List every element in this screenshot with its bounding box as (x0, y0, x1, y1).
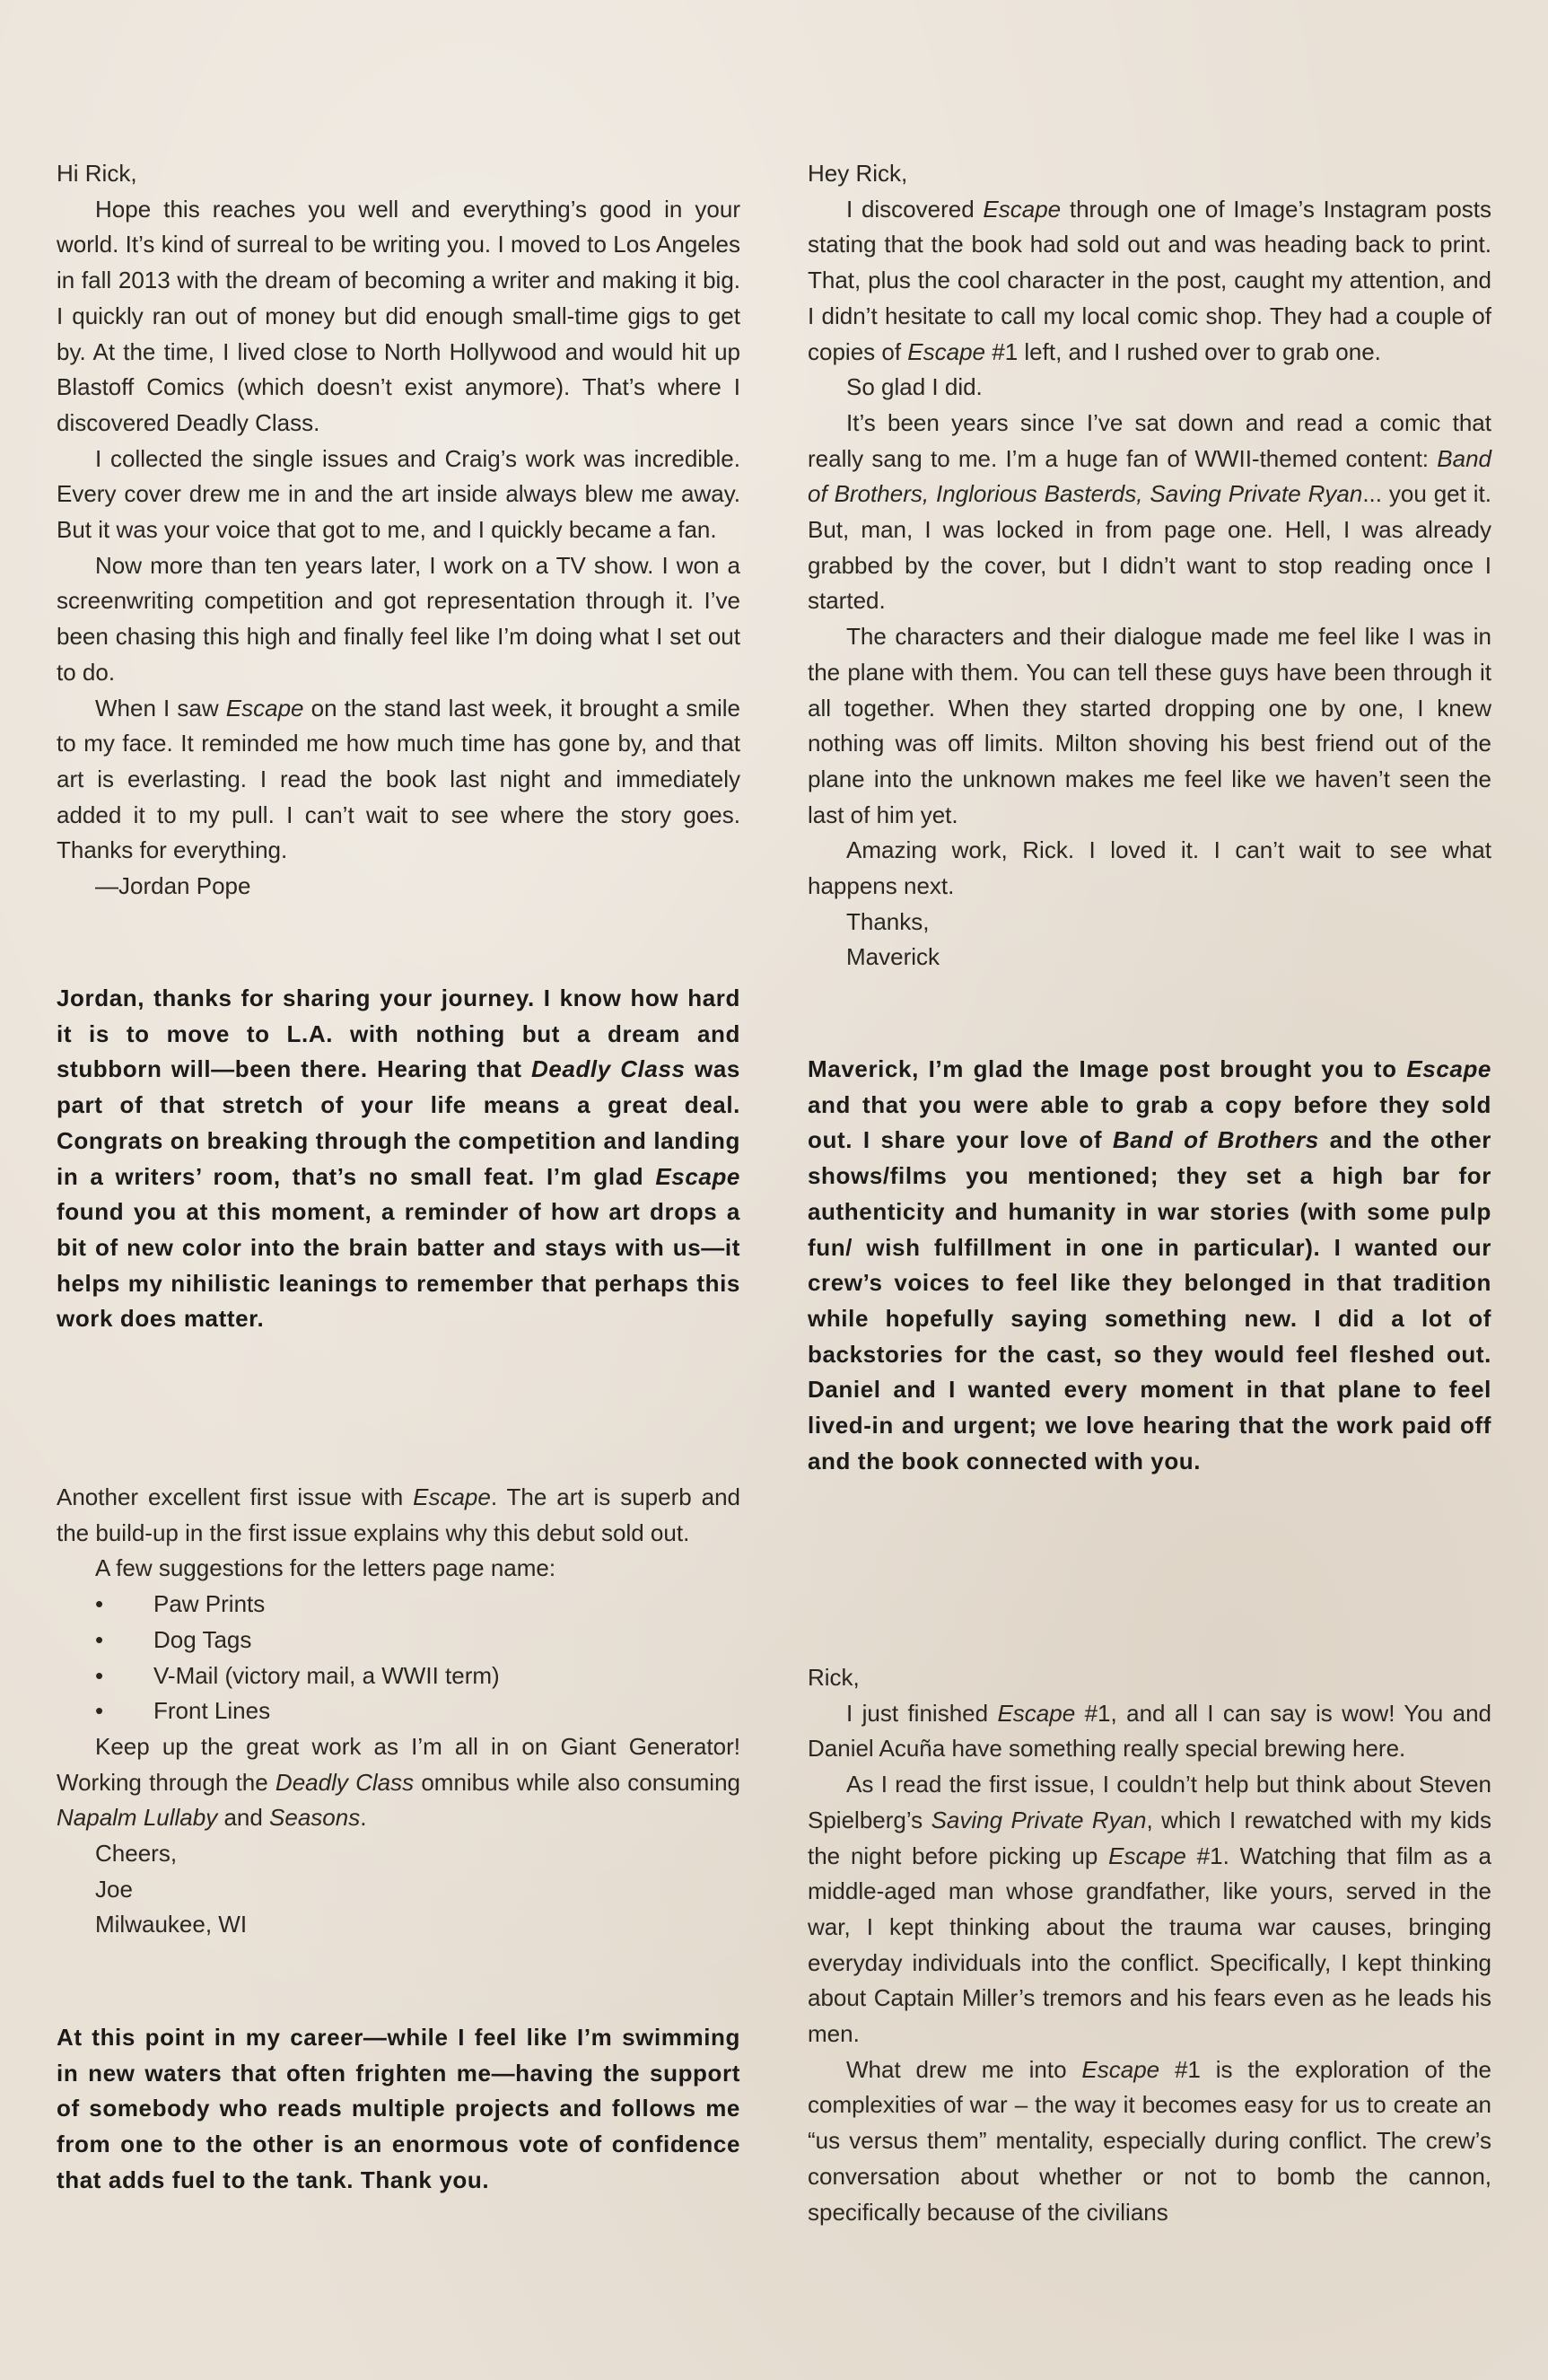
italic-title-text: Escape (907, 337, 986, 365)
text-segment: As I read the first issue, I couldn’t help but think about Steven Spielberg’s (808, 1771, 1491, 1833)
letter-jordan-pope (57, 156, 740, 905)
italic-title-text: Escape (1406, 1055, 1491, 1082)
text-segment: —Jordan Pope (95, 872, 251, 900)
text-segment: . (360, 1804, 367, 1832)
text-segment: and (217, 1804, 270, 1832)
text-segment: #1. Watching that film as a middle-aged man whose grandfather, like yours, served in the war, I kept thinking about the trauma war causes, bringing everyday individuals into the conflict. Specifically, I kept thinking about Captain Miller’s tremors and his fears even as he leads his men. (808, 1842, 1491, 2048)
reply-jordan (57, 981, 740, 1337)
letter-paragraph (57, 192, 740, 442)
italic-title-text: Band of Brothers, Inglorious Basterds, Saving Private Ryan (808, 444, 1491, 508)
letter-location: Milwaukee, WI (95, 1911, 248, 1938)
letter-paragraph (808, 370, 1491, 406)
italic-title-text: Napalm Lullaby (57, 1804, 218, 1832)
list-item: • V-Mail (victory mail, a WWII term) (57, 1658, 740, 1694)
text-segment: and the other shows/films you mentioned; they set a high bar for authenticity and humanity in war stories (with some pulp fun/ wish fulfillment in one in particular). I wanted our crew’s voices to feel like they belonged in that tradition while hopefully saying something new. I did a lot of backstories for the cast, so they would feel fleshed out. Daniel and I wanted every moment in that plane to feel lived-in and urgent; we love hearing that the work paid off and the book connected with you. (808, 1126, 1491, 1474)
suggestion-list (57, 1587, 740, 1729)
list-item: • Front Lines (57, 1693, 740, 1729)
text-segment: Hey Rick, (808, 160, 908, 187)
text-segment: Hi Rick, (57, 160, 137, 187)
reply-paragraph (57, 981, 740, 1337)
letter-signoff: Thanks, (846, 907, 930, 935)
italic-title-text: Escape (225, 694, 304, 722)
text-segment: . The art is superb and the build-up in the first issue explains why this debut sold out. (57, 1483, 740, 1546)
letter-saving-private-ryan (808, 1660, 1491, 2230)
letter-paragraph (808, 406, 1491, 619)
text-segment: It’s been years since I’ve sat down and read a comic that really sang to me. I’m a huge fan of WWII-themed content: (808, 408, 1491, 472)
letter-signature: Maverick (846, 943, 940, 971)
text-segment: Now more than ten years later, I work on a TV show. I won a screenwriting competition and got representation through it. I’ve been chasing this high and finally feel like I’m doing what I set out to do. (57, 551, 740, 686)
text-segment: through one of Image’s Instagram posts stating that the book had sold out and was heading back to print. That, plus the cool character in the post, caught my attention, and I didn’t hesitate to call my local comic shop. They had a couple of copies of (808, 195, 1492, 365)
letter-paragraph (57, 1551, 740, 1587)
text-segment: I collected the single issues and Craig’s work was incredible. Every cover drew me in and the art inside always blew me away. But it was your voice that got to me, and I quickly became a fan. (57, 444, 740, 544)
list-item: • Paw Prints (57, 1587, 740, 1623)
italic-title-text: Band of Brothers (1112, 1126, 1319, 1154)
italic-title-text: Seasons (269, 1804, 361, 1832)
text-segment: I discovered (846, 195, 984, 223)
letter-paragraph (57, 1729, 740, 1836)
italic-title-text: Escape (655, 1162, 740, 1190)
letter-paragraph (57, 548, 740, 691)
letter-paragraph (57, 1480, 740, 1551)
italic-title-text: Deadly Class (530, 1055, 686, 1083)
italic-title-text: Escape (1081, 2055, 1160, 2083)
list-item: • Dog Tags (57, 1623, 740, 1658)
reply-joe (57, 2020, 740, 2199)
text-segment: ... you get it. But, man, I was locked in from page one. Hell, I was already grabbed by the cover, but I didn’t want to stop reading once I started. (808, 480, 1491, 615)
letter-joe (57, 1480, 740, 1943)
reply-paragraph (57, 2020, 740, 2199)
text-segment: Keep up the great work as I’m all in on Giant Generator! Working through the (57, 1732, 740, 1796)
text-segment: A few suggestions for the letters page name: (95, 1554, 556, 1582)
text-segment: #1 left, and I rushed over to grab one. (985, 337, 1381, 365)
text-segment: When I saw (95, 694, 226, 722)
text-segment: Rick, (808, 1664, 860, 1691)
letter-paragraph (57, 691, 740, 870)
text-segment: Hope this reaches you well and everything’s good in your world. It’s kind of surreal to be writing you. I moved to Los Angeles in fall 2013 with the dream of becoming a writer and making it big. I quickly ran out of money but did enough small-time gigs to get by. At the time, I lived close to North Hollywood and would hit up Blastoff Comics (which doesn’t exist anymore). That’s where I discovered Deadly Class. (57, 195, 740, 436)
text-segment: #1 is the exploration of the complexities of war – the way it becomes easy for us to create an “us versus them” mentality, especially during conflict. The crew’s conversation about whether or not to bomb the cannon, specifically because of the civilians (808, 2055, 1491, 2226)
reply-maverick (808, 1052, 1491, 1479)
italic-title-text: Escape (1108, 1842, 1186, 1869)
text-segment: So glad I did. (846, 373, 983, 401)
salutation (57, 156, 740, 192)
letter-paragraph (808, 619, 1491, 833)
text-segment: on the stand last week, it brought a smile to my face. It reminded me how much time has gone by, and that art is everlasting. I read the book last night and immediately added it to my pull. I can’t wait to see where the story goes. Thanks for everything. (57, 694, 740, 864)
italic-title-text: Deadly Class (275, 1768, 415, 1796)
text-segment: , which I rewatched with my kids the night before picking up (808, 1806, 1491, 1869)
salutation (808, 1660, 1491, 1696)
letter-signature: Joe (95, 1875, 133, 1903)
text-segment: At this point in my career—while I feel like I’m swimming in new waters that often frighten me—having the support of somebody who reads multiple projects and follows me from one to the other is an enormous vote of confidence that adds fuel to the tank. Thank you. (57, 2024, 740, 2193)
text-segment: Jordan, thanks for sharing your journey. I know how hard it is to move to L.A. with nothing but a dream and stubborn will—been there. Hearing that (57, 984, 740, 1083)
text-segment: I just finished (846, 1699, 998, 1727)
text-segment: Another excellent first issue with (57, 1483, 414, 1510)
salutation (808, 156, 1491, 192)
italic-title-text: Escape (997, 1699, 1076, 1727)
text-segment: omnibus while also consuming (414, 1768, 740, 1796)
text-segment: Maverick, I’m glad the Image post brought you to (808, 1055, 1407, 1082)
text-segment: was part of that stretch of your life means a great deal. Congrats on breaking through the competition and landing in a writers’ room, that’s no small feat. I’m glad (57, 1055, 740, 1190)
text-segment: found you at this moment, a reminder of how art drops a bit of new color into the brain batter and stays with us—it helps my nihilistic leanings to remember that perhaps this work does matter. (57, 1198, 740, 1333)
italic-title-text: Saving Private Ryan (931, 1806, 1147, 1833)
letter-paragraph (808, 833, 1491, 904)
italic-title-text: Escape (413, 1483, 491, 1510)
text-segment: and that you were able to grab a copy before they sold out. I share your love of (808, 1090, 1491, 1154)
letter-paragraph (808, 192, 1491, 371)
text-segment: The characters and their dialogue made me feel like I was in the plane with them. You can tell these guys have been through it all together. When they started dropping one by one, I knew nothing was off limits. Milton shoving his best friend out of the plane into the unknown makes me feel like we haven’t seen the last of him yet. (808, 623, 1491, 828)
italic-title-text: Escape (983, 195, 1062, 223)
letter-signoff: Cheers, (95, 1840, 178, 1868)
letter-maverick (808, 156, 1491, 976)
reply-paragraph (808, 1052, 1491, 1479)
letter-signature (57, 869, 740, 905)
letter-paragraph (808, 1767, 1491, 2052)
letter-paragraph (808, 2052, 1491, 2231)
letter-paragraph (57, 442, 740, 548)
letter-paragraph (808, 1696, 1491, 1767)
text-segment: #1, and all I can say is wow! You and Daniel Acuña have something really special brewing here. (808, 1699, 1491, 1763)
text-segment: What drew me into (846, 2055, 1082, 2083)
text-segment: Amazing work, Rick. I loved it. I can’t wait to see what happens next. (808, 836, 1491, 900)
